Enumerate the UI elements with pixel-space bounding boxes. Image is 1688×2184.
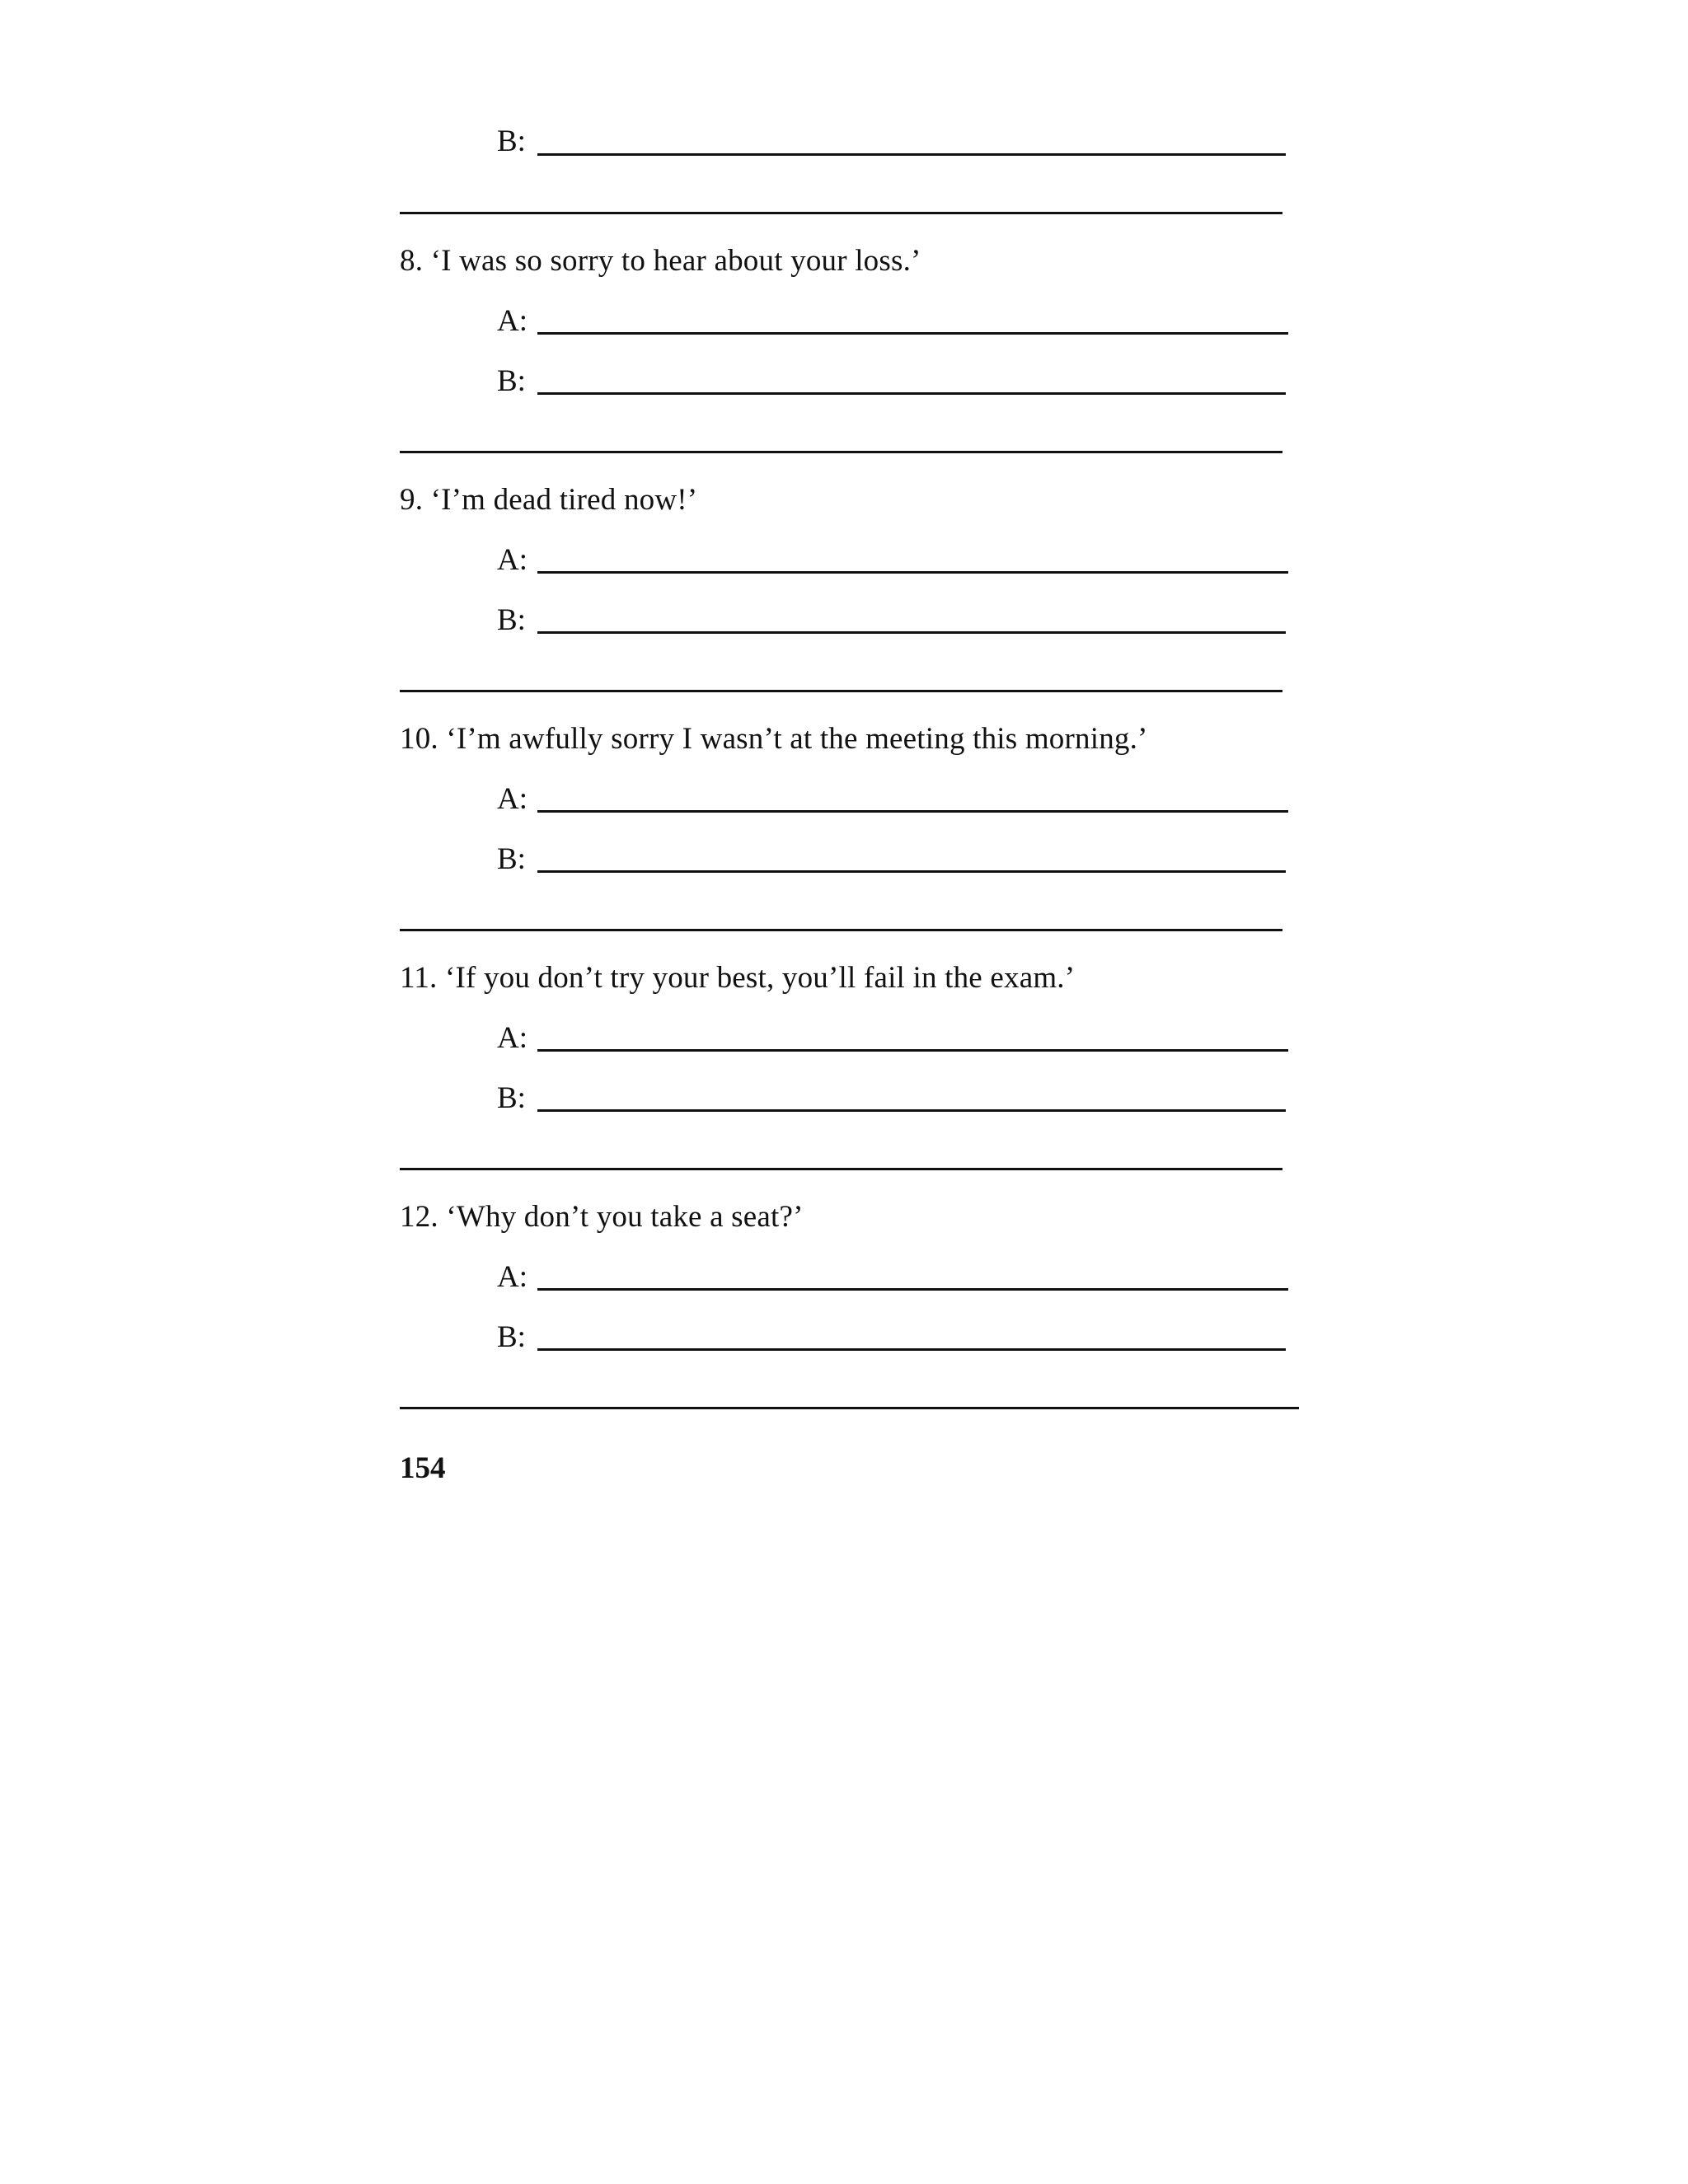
page-bottom-rule — [400, 1407, 1299, 1409]
question-text: ‘I’m dead tired now!’ — [430, 483, 698, 517]
answer-a-label: A: — [497, 543, 528, 577]
answer-b-label: B: — [497, 124, 526, 158]
section-divider — [400, 212, 1282, 214]
section-divider — [400, 929, 1282, 931]
answer-b-line — [537, 153, 1286, 156]
question-text: ‘If you don’t try your best, you’ll fail in the exam.’ — [444, 961, 1076, 995]
page-number: 154 — [400, 1451, 446, 1485]
section-divider — [400, 690, 1282, 692]
answer-b-label: B: — [497, 842, 526, 876]
section-divider — [400, 1168, 1282, 1170]
question-number: 8. — [400, 244, 424, 278]
answer-a-line — [537, 332, 1288, 335]
answer-a-line — [537, 810, 1288, 813]
question-text: ‘Why don’t you take a seat?’ — [446, 1200, 804, 1234]
answer-a-label: A: — [497, 1260, 528, 1294]
answer-b-line — [537, 1348, 1286, 1351]
question-8 — [400, 245, 921, 278]
answer-b-line — [537, 392, 1286, 395]
answer-b-label: B: — [497, 364, 526, 398]
answer-a-label: A: — [497, 304, 528, 338]
answer-b-label: B: — [497, 1320, 526, 1354]
question-number: 10. — [400, 722, 438, 756]
question-9 — [400, 484, 697, 517]
answer-b-line — [537, 631, 1286, 634]
answer-b-label: B: — [497, 603, 526, 637]
question-11 — [400, 962, 1075, 995]
question-text: ‘I’m awfully sorry I wasn’t at the meeting this morning.’ — [446, 722, 1148, 756]
section-divider — [400, 451, 1282, 453]
answer-b-line — [537, 1109, 1286, 1112]
answer-a-line — [537, 571, 1288, 574]
question-number: 12. — [400, 1200, 438, 1234]
question-number: 11. — [400, 961, 438, 995]
answer-a-label: A: — [497, 1021, 528, 1055]
question-12 — [400, 1201, 804, 1234]
answer-a-line — [537, 1049, 1288, 1052]
answer-a-label: A: — [497, 782, 528, 816]
answer-b-label: B: — [497, 1081, 526, 1115]
answer-a-line — [537, 1288, 1288, 1291]
question-number: 9. — [400, 483, 424, 517]
question-text: ‘I was so sorry to hear about your loss.’ — [430, 244, 921, 278]
answer-b-line — [537, 870, 1286, 873]
question-10 — [400, 723, 1148, 756]
